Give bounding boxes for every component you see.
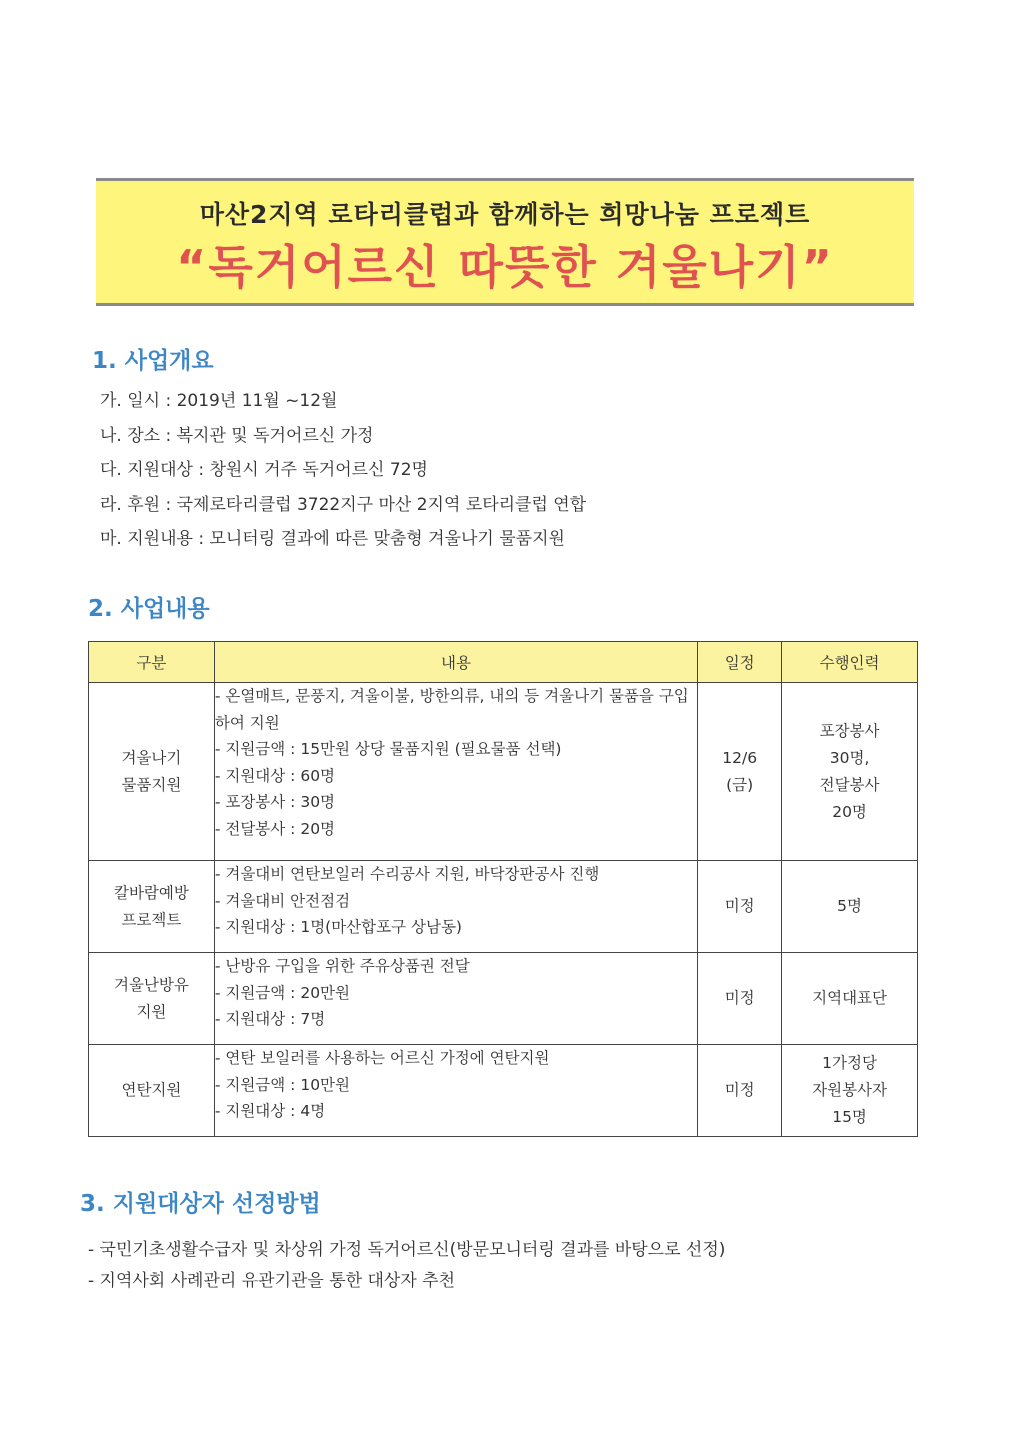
list-item: - 온열매트, 문풍지, 겨울이불, 방한의류, 내의 등 겨울나기 물품을 구입하여 지원 bbox=[214, 687, 689, 732]
overview-support: 마. 지원내용 : 모니터링 결과에 따른 맞춤형 겨울나기 물품지원 bbox=[100, 529, 565, 549]
row-category bbox=[89, 683, 215, 861]
list-item: - 지원금액 : 20만원 bbox=[214, 983, 351, 1002]
list-item: - 전달봉사 : 20명 bbox=[214, 819, 336, 838]
row-staff bbox=[782, 683, 918, 861]
column-header-schedule: 일정 bbox=[698, 642, 782, 683]
row-items bbox=[214, 953, 697, 1045]
staff-line: 5명 bbox=[837, 897, 862, 915]
overview-target: 다. 지원대상 : 창원시 거주 독거어르신 72명 bbox=[100, 460, 428, 480]
category-line: 물품지원 bbox=[121, 775, 182, 794]
content-table bbox=[88, 641, 918, 1137]
selection-method-line: - 국민기초생활수급자 및 차상위 가정 독거어르신(방문모니터링 결과를 바탕으로 선정) bbox=[88, 1240, 726, 1260]
schedule-line: 미정 bbox=[724, 989, 755, 1007]
category-line: 겨울나기 bbox=[121, 748, 182, 767]
row-staff bbox=[782, 1045, 918, 1137]
list-item: - 지원금액 : 10만원 bbox=[214, 1075, 351, 1094]
staff-line: 30명, bbox=[829, 748, 870, 767]
list-item: - 지원금액 : 15만원 상당 물품지원 (필요물품 선택) bbox=[214, 740, 562, 758]
row-schedule bbox=[698, 1045, 782, 1137]
row-category bbox=[89, 953, 215, 1045]
banner-subtitle: 마산2지역 로타리클럽과 함께하는 희망나눔 프로젝트 bbox=[199, 200, 811, 229]
row-staff bbox=[782, 953, 918, 1045]
staff-line: 전달봉사 bbox=[819, 775, 880, 794]
table-header-row bbox=[89, 642, 918, 683]
row-items bbox=[214, 1045, 697, 1137]
staff-line: 15명 bbox=[832, 1108, 867, 1126]
staff-line: 자원봉사자 bbox=[812, 1081, 887, 1099]
table-row bbox=[89, 1045, 918, 1137]
column-header-staff: 수행인력 bbox=[782, 642, 918, 683]
column-header-category: 구분 bbox=[89, 642, 215, 683]
category-line: 칼바람예방 bbox=[113, 883, 189, 902]
schedule-line: (금) bbox=[726, 775, 754, 794]
row-category bbox=[89, 1045, 215, 1137]
row-items bbox=[214, 683, 697, 861]
list-item: - 지원대상 : 4명 bbox=[214, 1102, 326, 1120]
table-row bbox=[89, 861, 918, 953]
row-schedule bbox=[698, 861, 782, 953]
list-item: - 난방유 구입을 위한 주유상품권 전달 bbox=[214, 957, 470, 975]
overview-date: 가. 일시 : 2019년 11월 ~12월 bbox=[100, 391, 338, 411]
selection-method-line: - 지역사회 사례관리 유관기관을 통한 대상자 추천 bbox=[88, 1271, 455, 1291]
schedule-line: 12/6 bbox=[722, 748, 758, 767]
row-items bbox=[214, 861, 697, 953]
list-item: - 지원대상 : 1명(마산합포구 상남동) bbox=[214, 918, 462, 936]
column-header-content: 내용 bbox=[214, 642, 697, 683]
staff-line: 지역대표단 bbox=[812, 989, 887, 1007]
category-line: 지원 bbox=[136, 1002, 167, 1021]
section-heading-selection: 3. 지원대상자 선정방법 bbox=[80, 1191, 321, 1217]
list-item: - 포장봉사 : 30명 bbox=[214, 793, 336, 811]
overview-place: 나. 장소 : 복지관 및 독거어르신 가정 bbox=[100, 426, 374, 446]
list-item: - 겨울대비 연탄보일러 수리공사 지원, 바닥장판공사 진행 bbox=[214, 865, 600, 883]
overview-sponsor: 라. 후원 : 국제로타리클럽 3722지구 마산 2지역 로타리클럽 연합 bbox=[100, 495, 587, 515]
banner-title: “독거어르신 따뜻한 겨울나기” bbox=[176, 240, 834, 294]
row-category bbox=[89, 861, 215, 953]
category-line: 연탄지원 bbox=[121, 1081, 182, 1099]
schedule-line: 미정 bbox=[724, 1081, 755, 1099]
row-schedule bbox=[698, 953, 782, 1045]
title-banner bbox=[96, 178, 914, 306]
list-item: - 지원대상 : 60명 bbox=[214, 766, 336, 785]
list-item: - 지원대상 : 7명 bbox=[214, 1010, 326, 1028]
list-item: - 겨울대비 안전점검 bbox=[214, 891, 351, 910]
section-heading-content: 2. 사업내용 bbox=[88, 596, 210, 622]
table-row bbox=[89, 953, 918, 1045]
table-row bbox=[89, 683, 918, 861]
row-schedule bbox=[698, 683, 782, 861]
staff-line: 1가정당 bbox=[822, 1054, 877, 1072]
staff-line: 20명 bbox=[832, 802, 867, 821]
row-staff bbox=[782, 861, 918, 953]
staff-line: 포장봉사 bbox=[819, 721, 880, 740]
schedule-line: 미정 bbox=[724, 897, 755, 915]
category-line: 프로젝트 bbox=[121, 910, 182, 929]
section-heading-overview: 1. 사업개요 bbox=[92, 348, 214, 374]
list-item: - 연탄 보일러를 사용하는 어르신 가정에 연탄지원 bbox=[214, 1049, 550, 1067]
category-line: 겨울난방유 bbox=[113, 975, 189, 994]
